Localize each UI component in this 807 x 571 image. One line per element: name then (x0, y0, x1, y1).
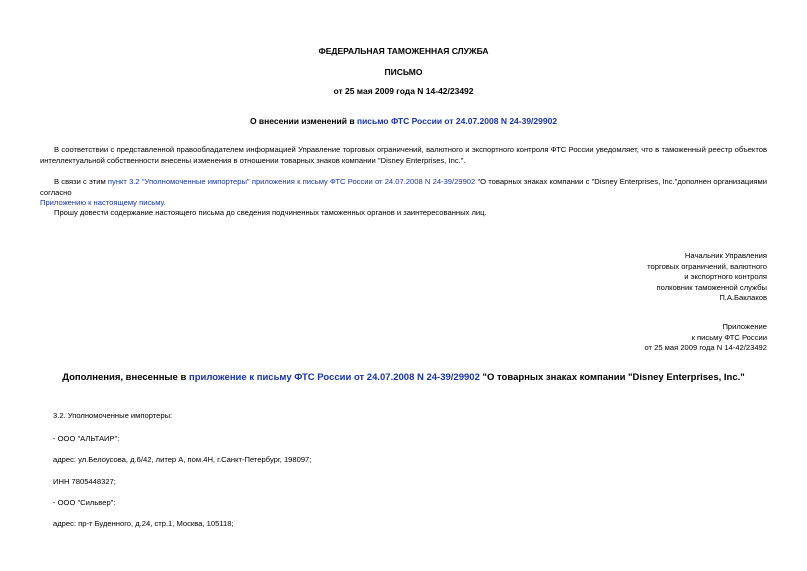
paragraph-1-line-1: В соответствии с представленной правообладателем информацией Управление торговых ограничений, валютного и экспортного контроля ФТС России уведомляет, что в таможенный реестр объектов (54, 145, 767, 154)
subject-prefix: О внесении изменений в (249, 116, 357, 126)
appendix-ref-line: от 25 мая 2009 года N 14-42/23492 (644, 343, 767, 352)
importer-2-name: - ООО "Сильвер": (53, 498, 116, 507)
doc-date-number: от 25 мая 2009 года N 14-42/23492 (333, 86, 474, 96)
doc-type-title: ПИСЬМО (384, 67, 423, 77)
paragraph-2-line-1: В связи с этим пункт 3.2 "Уполномоченные импортеры" приложения к письму ФТС России от 24.07.2008 N 24-39/29902 "О товарных знаках компании с "Disney Enterprises, Inc."дополнен организациями согласно (40, 177, 768, 197)
appendix-title: Дополнения, внесенные в приложение к письму ФТС России от 24.07.2008 N 24-39/29902 "О товарных знаках компании "Disney Enterprises, Inc." (62, 372, 745, 383)
appendix-ref-line: к письму ФТС России (691, 332, 767, 342)
importer-2-address: адрес: пр-т Буденного, д.24, стр.1, Москва, 105118; (53, 519, 234, 528)
importer-1-name: - ООО "АЛЬТАИР": (53, 434, 120, 443)
paragraph-3: Прошу довести содержание настоящего письма до сведения подчиненных таможенных органов и заинтересованных лиц. (54, 208, 487, 217)
appendix-title-link[interactable]: приложение к письму ФТС России от 24.07.2008 N 24-39/29902 (188, 372, 480, 383)
appendix-ref-line: Приложение (722, 322, 767, 331)
signature-line: Начальник Управления (684, 251, 767, 260)
paragraph-1-line-2: интеллектуальной собственности внесены изменения в отношении товарных знаков компании "Disney Enterprises, Inc.". (40, 155, 466, 165)
subject-letter-link[interactable]: письмо ФТС России от 24.07.2008 N 24-39/29902 (356, 116, 558, 126)
appendix-link[interactable]: Приложению к настоящему письму (40, 198, 164, 207)
paragraph-1 (40, 145, 767, 166)
signature-line: П.А.Баклаков (719, 293, 767, 302)
importer-1-inn: ИНН 7805448327; (53, 477, 116, 486)
signature-line: и экспортного контроля (684, 272, 767, 281)
appendix-reference (644, 322, 767, 354)
clause-3-2-link[interactable]: пункт 3.2 "Уполномоченные импортеры" приложения к письму ФТС России от 24.07.2008 N 24-39/29902 (107, 177, 476, 186)
signature-line: торговых ограничений, валютного (647, 261, 767, 271)
agency-title: ФЕДЕРАЛЬНАЯ ТАМОЖЕННАЯ СЛУЖБА (318, 46, 489, 56)
signature-line: полковник таможенной службы (656, 282, 767, 292)
subject-heading (0, 116, 807, 127)
signature-block (647, 251, 767, 304)
section-3-2-heading: 3.2. Уполномоченные импортеры: (53, 411, 173, 420)
importer-1-address: адрес: ул.Белоусова, д.6/42, литер А, пом.4Н, г.Санкт-Петербург, 198097; (53, 455, 312, 464)
paragraph-2-line-2: Приложению к настоящему письму. (40, 198, 166, 207)
paragraph-2 (40, 177, 767, 209)
